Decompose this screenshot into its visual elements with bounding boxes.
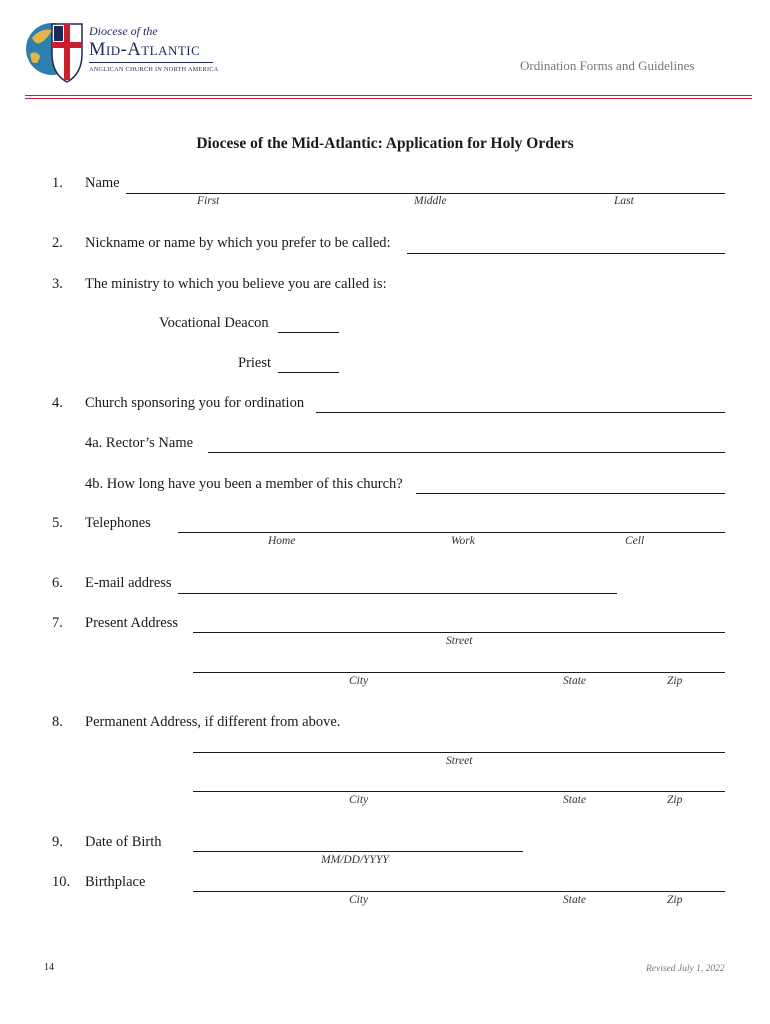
vocational-deacon-field[interactable] [278, 332, 339, 333]
date-of-birth-field[interactable] [193, 851, 523, 852]
q3-number: 3. [52, 276, 63, 292]
permanent-street-caption: Street [446, 755, 473, 767]
present-street-caption: Street [446, 635, 473, 647]
present-street-field[interactable] [193, 632, 725, 633]
q1-number: 1. [52, 175, 63, 191]
q9-number: 9. [52, 834, 63, 850]
q8-label: Permanent Address, if different from above. [85, 714, 341, 730]
phone-home-caption: Home [268, 535, 296, 547]
priest-label: Priest [238, 355, 272, 371]
phone-work-caption: Work [451, 535, 475, 547]
membership-duration-field[interactable] [416, 493, 725, 494]
name-first-caption: First [197, 195, 220, 207]
q2-label: Nickname or name by which you prefer to be called: [85, 235, 391, 251]
q4-label: Church sponsoring you for ordination [85, 395, 305, 411]
logo-text-mid-atlantic: Mid-Atlantic [89, 40, 201, 60]
permanent-zip-caption: Zip [667, 794, 683, 806]
permanent-city-caption: City [349, 794, 369, 806]
q5-label: Telephones [85, 515, 151, 531]
q7-number: 7. [52, 615, 63, 631]
sponsoring-church-field[interactable] [316, 412, 725, 413]
header-document-title: Ordination Forms and Guidelines [520, 58, 695, 73]
permanent-city-state-zip-field[interactable] [193, 791, 725, 792]
q6-number: 6. [52, 575, 63, 591]
q6-label: E-mail address [85, 575, 172, 591]
name-last-caption: Last [614, 195, 634, 207]
present-city-state-zip-field[interactable] [193, 672, 725, 673]
q8-number: 8. [52, 714, 63, 730]
name-middle-caption: Middle [414, 195, 447, 207]
rector-name-field[interactable] [208, 452, 725, 453]
page-number: 14 [44, 962, 54, 973]
telephones-field[interactable] [178, 532, 725, 533]
logo-divider [89, 62, 213, 63]
birthplace-field[interactable] [193, 891, 725, 892]
date-format-caption: MM/DD/YYYY [321, 854, 389, 866]
q10-number: 10. [52, 874, 71, 890]
q4a-label: 4a. Rector’s Name [85, 435, 194, 451]
phone-cell-caption: Cell [625, 535, 645, 547]
globe-shield-icon [22, 16, 92, 84]
q10-label: Birthplace [85, 874, 146, 890]
permanent-street-field[interactable] [193, 752, 725, 753]
q9-label: Date of Birth [85, 834, 162, 850]
birthplace-city-caption: City [349, 894, 369, 906]
q3-label: The ministry to which you believe you are called is: [85, 276, 387, 292]
q2-number: 2. [52, 235, 63, 251]
q7-label: Present Address [85, 615, 179, 631]
q4b-label: 4b. How long have you been a member of this church? [85, 476, 403, 492]
birthplace-state-caption: State [563, 894, 586, 906]
priest-field[interactable] [278, 372, 339, 373]
present-state-caption: State [563, 675, 586, 687]
permanent-state-caption: State [563, 794, 586, 806]
nickname-field[interactable] [407, 253, 725, 254]
form-title: Diocese of the Mid-Atlantic: Application for Holy Orders [196, 135, 574, 152]
vocational-deacon-label: Vocational Deacon [159, 315, 269, 331]
header-rule-bottom [25, 98, 752, 99]
logo-text-diocese: Diocese of the [89, 24, 158, 38]
q4-number: 4. [52, 395, 63, 411]
birthplace-zip-caption: Zip [667, 894, 683, 906]
present-zip-caption: Zip [667, 675, 683, 687]
q5-number: 5. [52, 515, 63, 531]
revised-date: Revised July 1, 2022 [646, 964, 725, 974]
email-field[interactable] [178, 593, 617, 594]
logo-text-acna: ANGLICAN CHURCH IN NORTH AMERICA [89, 66, 219, 73]
header-rule-top [25, 95, 752, 96]
present-city-caption: City [349, 675, 369, 687]
name-field[interactable] [126, 193, 725, 194]
q1-label: Name [85, 175, 120, 191]
